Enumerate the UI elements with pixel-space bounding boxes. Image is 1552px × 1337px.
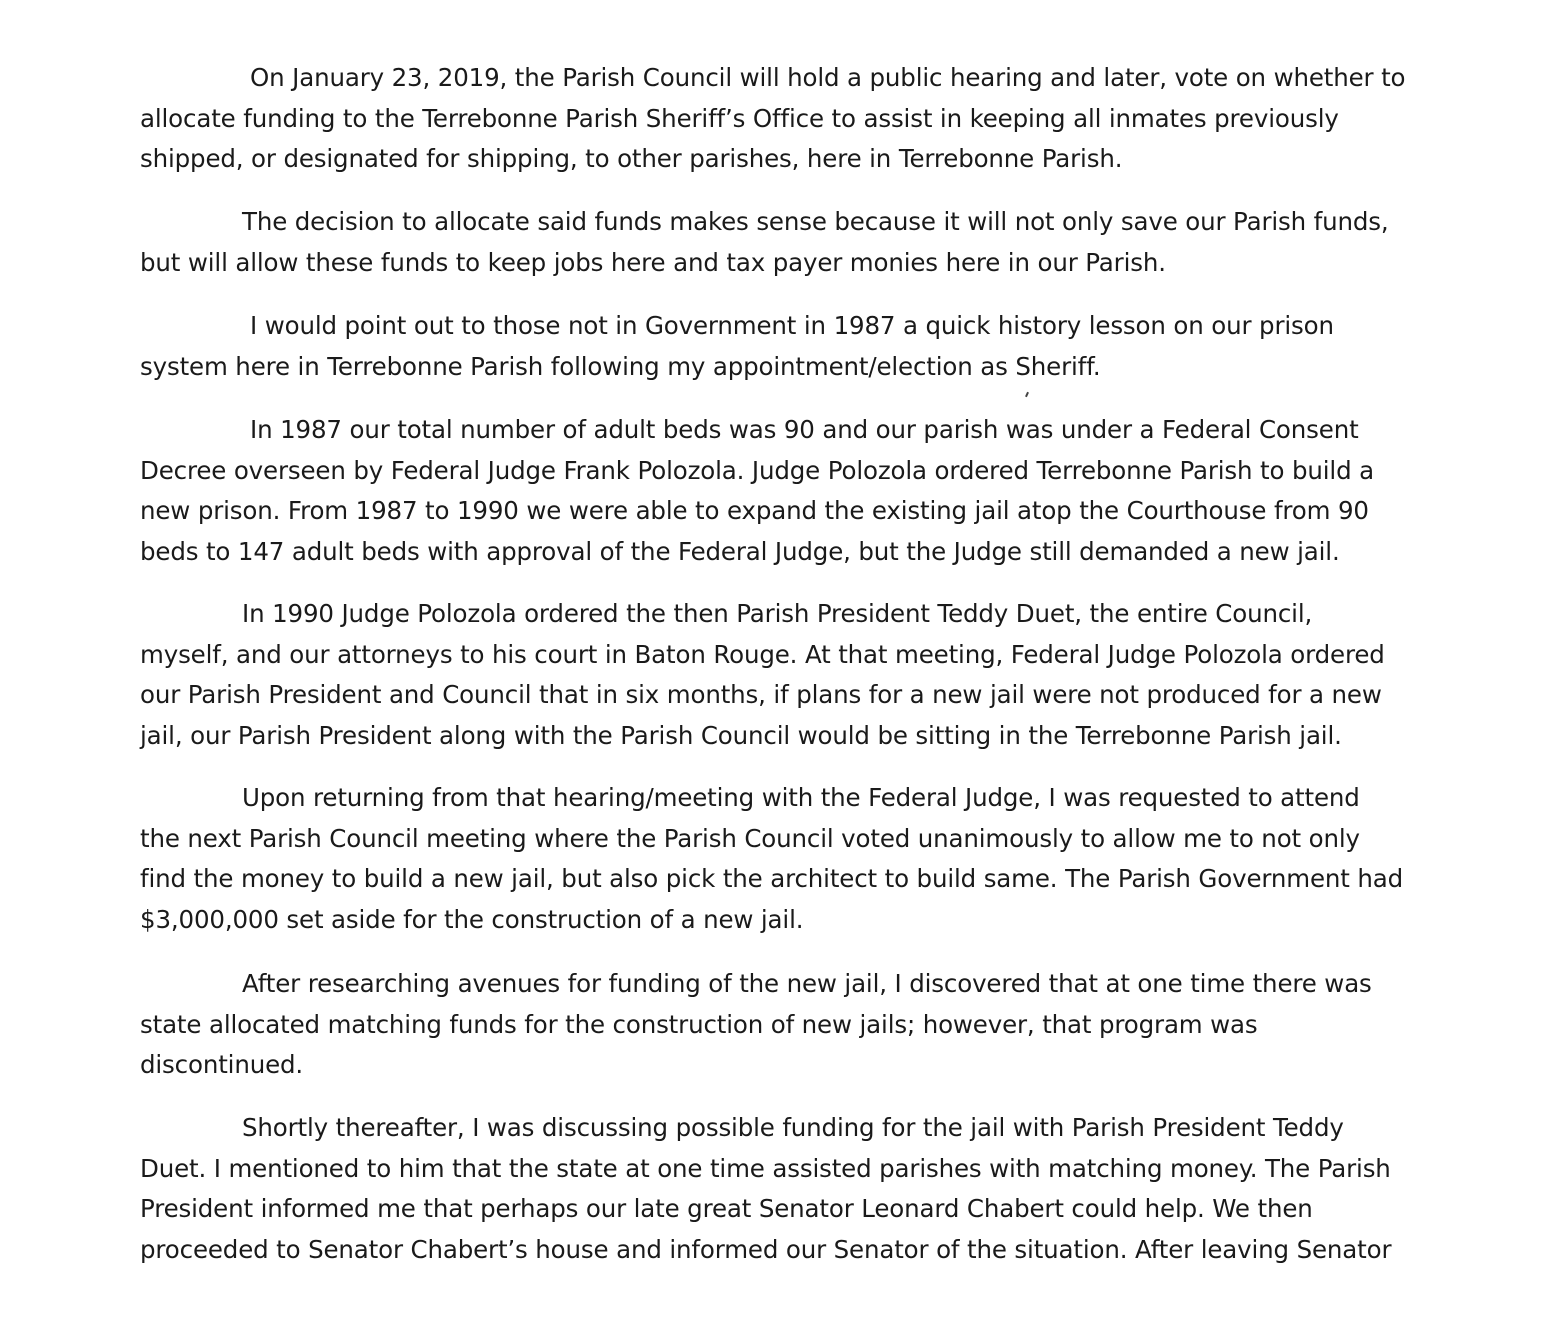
- text-line: In 1987 our total number of adult beds was 90 and our parish was under a Federal Consent: [250, 415, 1359, 444]
- text-line: new prison. From 1987 to 1990 we were able to expand the existing jail atop the Courthouse from 90: [140, 496, 1369, 525]
- text-line: Duet. I mentioned to him that the state at one time assisted parishes with matching money. The Parish: [140, 1153, 1391, 1183]
- text-line: jail, our Parish President along with the Parish Council would be sitting in the Terrebonne Parish jail.: [140, 720, 1342, 750]
- text-line: allocate funding to the Terrebonne Parish Sheriff’s Office to assist in keeping all inmates previously: [140, 103, 1339, 133]
- text-line: $3,000,000 set aside for the construction of a new jail.: [140, 904, 804, 934]
- paragraph-history-intro: [140, 306, 1480, 387]
- paragraph-senator-chabert: [140, 1108, 1480, 1270]
- paragraph-1990-court-order: [140, 594, 1480, 756]
- text-line: In 1990 Judge Polozola ordered the then Parish President Teddy Duet, the entire Council,: [242, 599, 1313, 628]
- paragraph-hearing-announcement: [140, 58, 1480, 180]
- paragraph-funding-research: [140, 964, 1480, 1086]
- stray-mark: [1025, 392, 1029, 397]
- text-line: myself, and our attorneys to his court in Baton Rouge. At that meeting, Federal Judge Polozola ordered: [140, 639, 1385, 669]
- text-line: Upon returning from that hearing/meeting with the Federal Judge, I was requested to attend: [242, 783, 1360, 812]
- text-line: On January 23, 2019, the Parish Council will hold a public hearing and later, vote on whether to: [250, 63, 1406, 92]
- text-line: The decision to allocate said funds makes sense because it will not only save our Parish funds,: [242, 207, 1389, 236]
- text-line: President informed me that perhaps our late great Senator Leonard Chabert could help. We then: [140, 1194, 1313, 1223]
- paragraph-funding-rationale: [140, 202, 1480, 283]
- paragraph-council-vote: [140, 778, 1480, 940]
- text-line: system here in Terrebonne Parish following my appointment/election as Sheriff.: [140, 351, 1101, 381]
- text-line: find the money to build a new jail, but also pick the architect to build same. The Parish Government had: [140, 864, 1404, 893]
- text-line: After researching avenues for funding of the new jail, I discovered that at one time there was: [242, 969, 1372, 998]
- text-line: beds to 147 adult beds with approval of the Federal Judge, but the Judge still demanded a new jail.: [140, 536, 1340, 566]
- text-line: discontinued.: [140, 1050, 304, 1079]
- text-line: state allocated matching funds for the construction of new jails; however, that program was: [140, 1009, 1258, 1039]
- text-line: proceeded to Senator Chabert’s house and informed our Senator of the situation. After leaving Senator: [140, 1234, 1392, 1264]
- paragraph-1987-beds: [140, 410, 1480, 572]
- text-line: but will allow these funds to keep jobs here and tax payer monies here in our Parish.: [140, 247, 1166, 277]
- text-line: I would point out to those not in Government in 1987 a quick history lesson on our prison: [250, 311, 1334, 340]
- text-line: Shortly thereafter, I was discussing possible funding for the jail with Parish President Teddy: [242, 1113, 1344, 1142]
- text-line: shipped, or designated for shipping, to other parishes, here in Terrebonne Parish.: [140, 144, 1123, 173]
- text-line: Decree overseen by Federal Judge Frank Polozola. Judge Polozola ordered Terrebonne Parish to build a: [140, 455, 1374, 485]
- text-line: the next Parish Council meeting where the Parish Council voted unanimously to allow me to not only: [140, 823, 1360, 853]
- text-line: our Parish President and Council that in six months, if plans for a new jail were not produced for a new: [140, 680, 1382, 709]
